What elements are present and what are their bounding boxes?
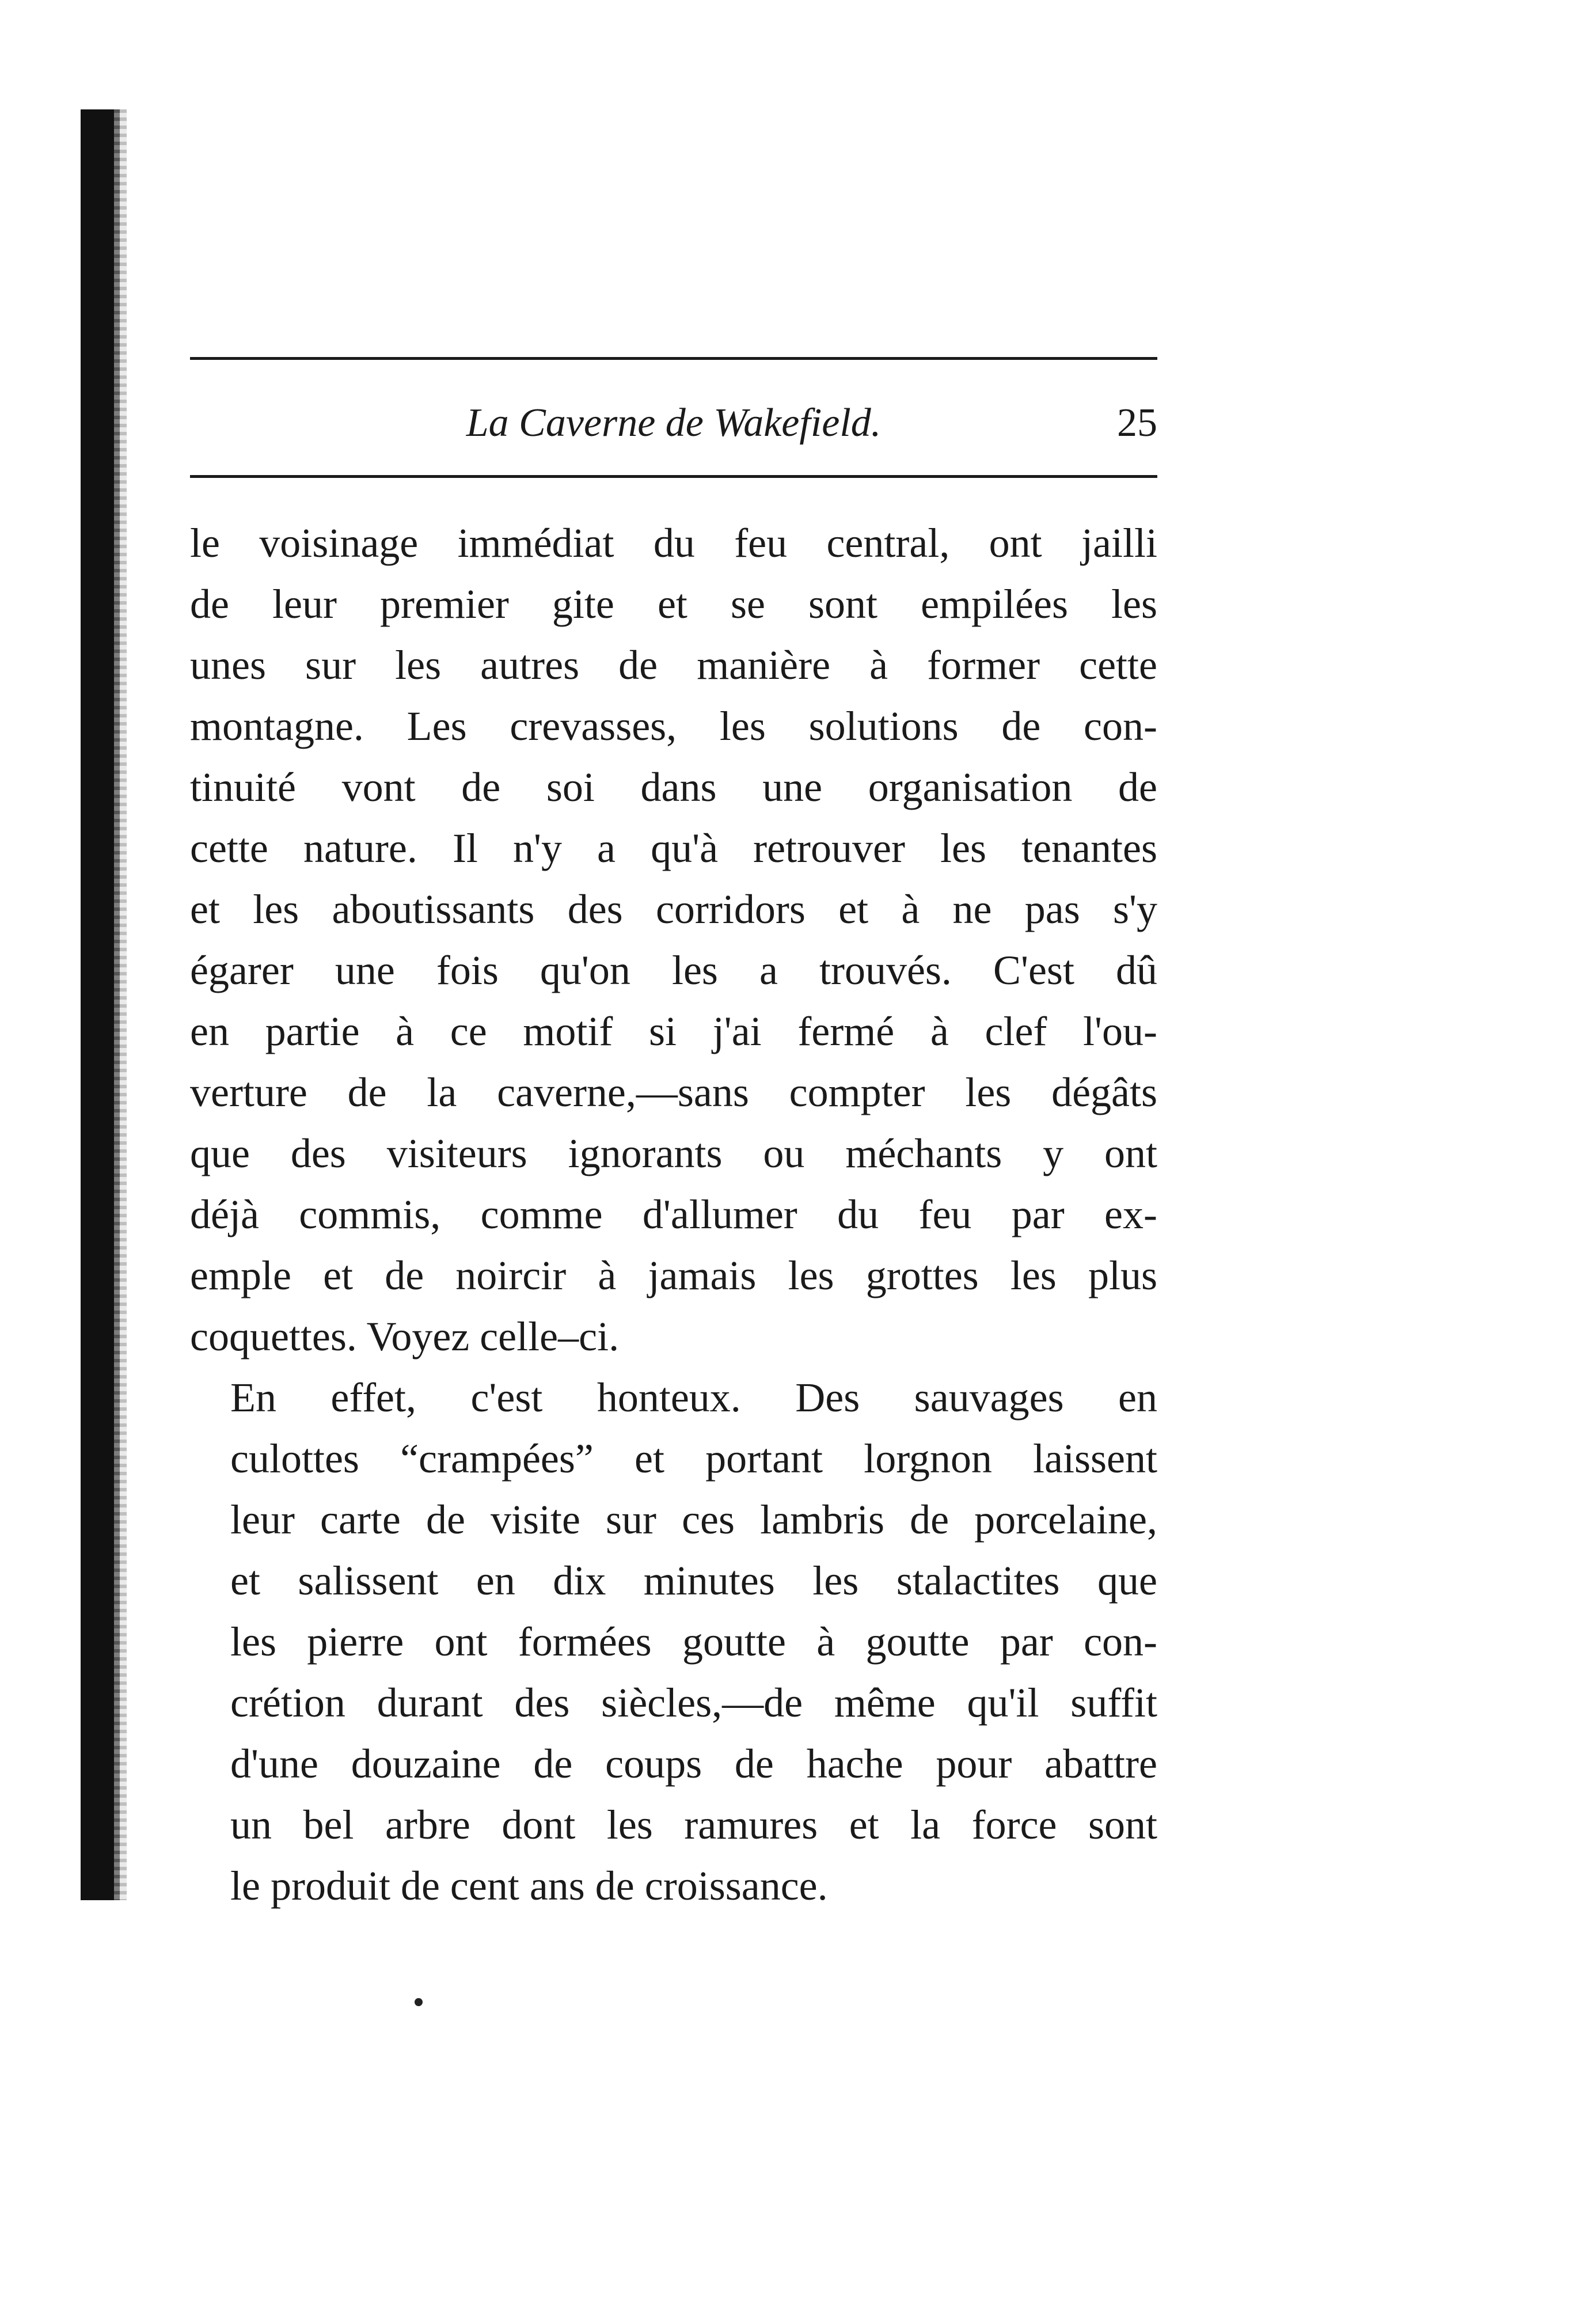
text-line: unes sur les autres de manière à former cette — [190, 642, 1157, 688]
text-line: emple et de noircir à jamais les grottes les plus — [190, 1252, 1157, 1298]
text-line: égarer une fois qu'on les a trouvés. C'est dû — [190, 947, 1157, 993]
page-number: 25 — [1117, 401, 1157, 445]
text-line: le produit de cent ans de croissance. — [230, 1863, 828, 1909]
text-line: le voisinage immédiat du feu central, ont jailli — [190, 520, 1157, 566]
text-line: d'une douzaine de coups de hache pour abattre — [230, 1741, 1157, 1787]
paragraph — [190, 512, 1157, 1367]
text-line: culottes “crampées” et portant lorgnon laissent — [230, 1436, 1157, 1482]
text-line: un bel arbre dont les ramures et la force sont — [230, 1802, 1157, 1848]
text-line: crétion durant des siècles,—de même qu'il suffit — [230, 1680, 1157, 1726]
text-line: en partie à ce motif si j'ai fermé à clef l'ou- — [190, 1008, 1157, 1054]
text-line: leur carte de visite sur ces lambris de porcelaine, — [230, 1497, 1157, 1543]
header-rule-bottom — [190, 475, 1157, 478]
text-line: coquettes. Voyez celle–ci. — [190, 1313, 620, 1360]
text-line: que des visiteurs ignorants ou méchants y ont — [190, 1130, 1157, 1176]
ink-speck — [415, 1998, 423, 2006]
text-line: et les aboutissants des corridors et à ne pas s'y — [190, 886, 1157, 932]
text-line: montagne. Les crevasses, les solutions de con- — [190, 703, 1157, 749]
text-line: En effet, c'est honteux. Des sauvages en — [230, 1374, 1157, 1421]
paragraph — [190, 1367, 1157, 1916]
binding-shadow — [81, 109, 120, 1900]
book-page — [190, 357, 1157, 1916]
text-line: verture de la caverne,—sans compter les dégâts — [190, 1069, 1157, 1115]
text-line: tinuité vont de soi dans une organisation de — [190, 764, 1157, 810]
running-head — [190, 360, 1157, 475]
text-line: cette nature. Il n'y a qu'à retrouver les tenantes — [190, 825, 1157, 871]
body-text — [190, 512, 1157, 1916]
text-line: les pierre ont formées goutte à goutte par con- — [230, 1619, 1157, 1665]
text-line: de leur premier gite et se sont empilées les — [190, 581, 1157, 627]
text-line: déjà commis, comme d'allumer du feu par ex- — [190, 1191, 1157, 1237]
running-title: La Caverne de Wakefield. — [466, 401, 882, 445]
text-line: et salissent en dix minutes les stalactites que — [230, 1558, 1157, 1604]
